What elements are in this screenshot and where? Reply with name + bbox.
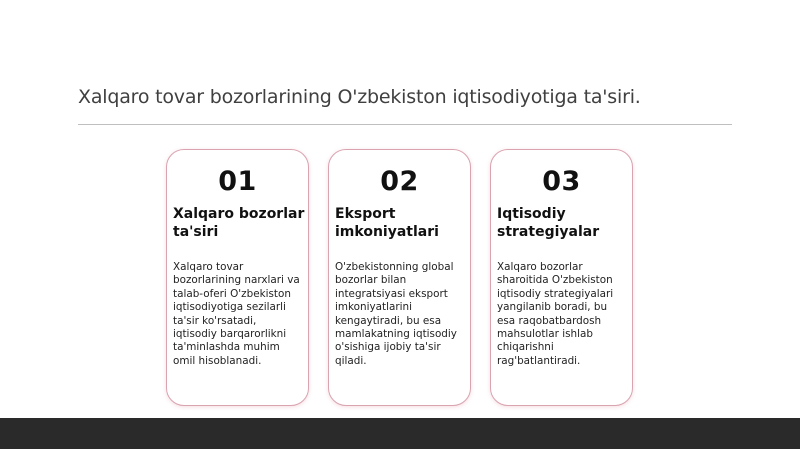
card-heading: Iqtisodiy strategiyalar bbox=[497, 206, 600, 240]
card-2 bbox=[328, 149, 471, 406]
bottom-bar bbox=[0, 418, 800, 449]
card-number: 01 bbox=[218, 166, 257, 197]
card-body: Xalqaro tovar bozorlarining narxlari va talab-oferi O'zbekiston iqtisodiyotiga sezilarli ta'sir ko'rsatadi, iqtisodiy barqarorlikni ta'minlashda muhim omil hisoblanadi. bbox=[173, 261, 300, 367]
card-heading: Xalqaro bozorlar ta'siri bbox=[173, 206, 305, 240]
card-number: 02 bbox=[380, 166, 419, 197]
card-number: 03 bbox=[542, 166, 581, 197]
title-divider bbox=[78, 124, 732, 125]
card-heading: Eksport imkoniyatlari bbox=[335, 206, 439, 240]
card-body: Xalqaro bozorlar sharoitida O'zbekiston iqtisodiy strategiyalari yangilanib boradi, bu esa raqobatbardosh mahsulotlar ishlab chiqarishni rag'batlantiradi. bbox=[497, 261, 614, 367]
slide-title: Xalqaro tovar bozorlarining O'zbekiston iqtisodiyotiga ta'siri. bbox=[78, 86, 641, 108]
card-3 bbox=[490, 149, 633, 406]
card-1 bbox=[166, 149, 309, 406]
card-body: O'zbekistonning global bozorlar bilan integratsiyasi eksport imkoniyatlarini kengaytiradi, bu esa mamlakatning iqtisodiy o'sishiga ijobiy ta'sir qiladi. bbox=[335, 261, 457, 367]
